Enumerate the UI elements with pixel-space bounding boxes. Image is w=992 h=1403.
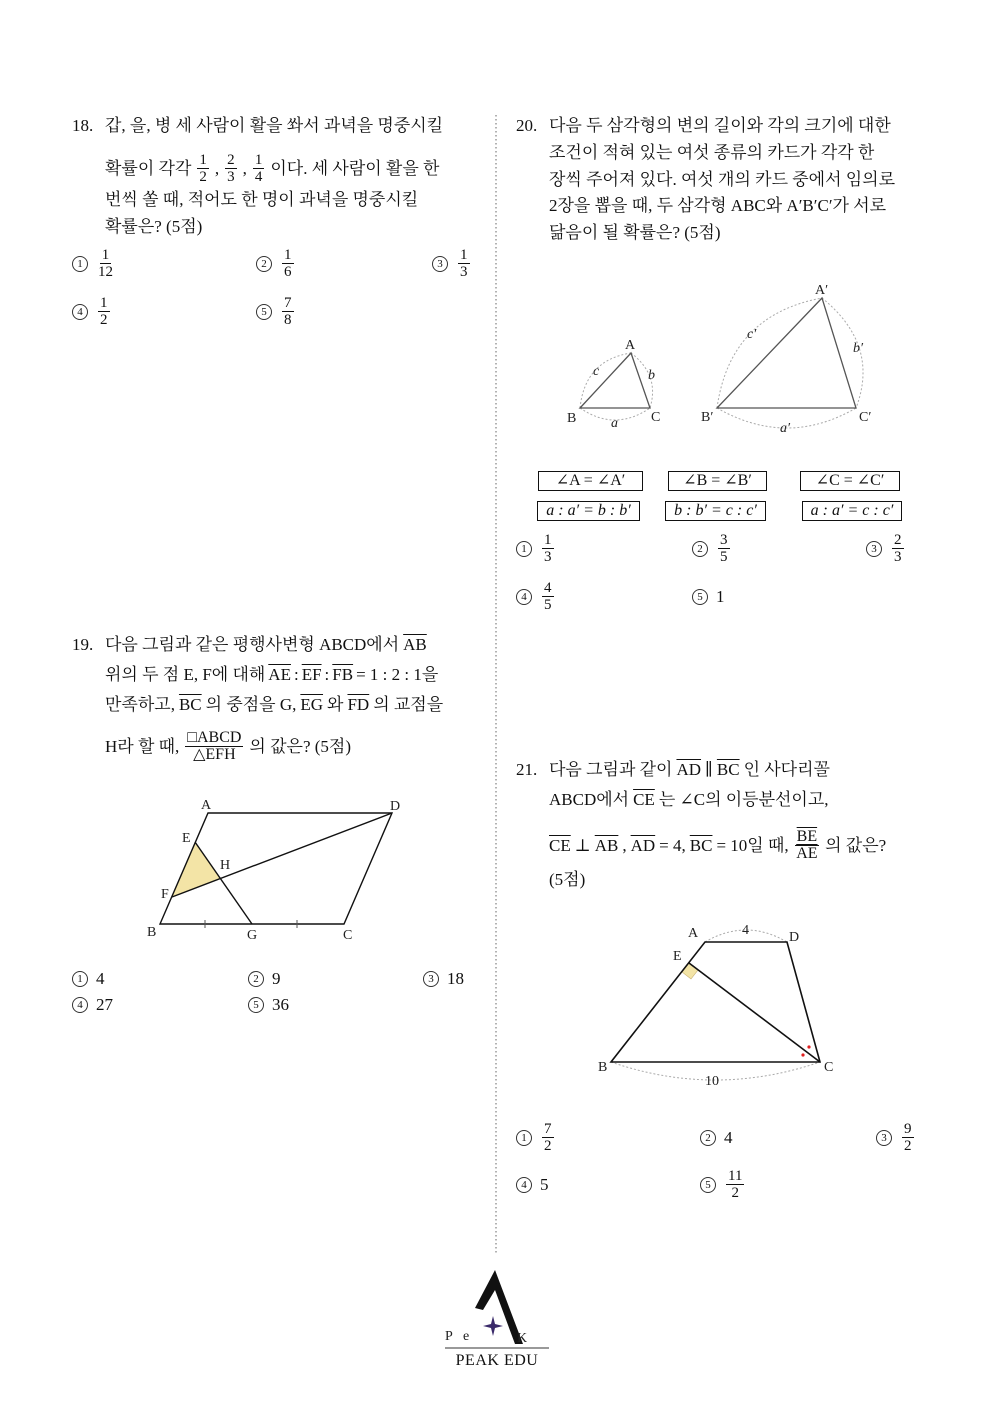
- card-ratio-ab: a : a′ = b : b′: [537, 501, 640, 521]
- label-bc-length: 10: [705, 1074, 719, 1089]
- label-side-a: a: [611, 416, 618, 431]
- q20-figure-large: [701, 283, 871, 436]
- question-text: 다음 그림과 같이 $\overline{AD}$ ∥ $\overline{BC}$ 인 사다리꼴: [549, 760, 830, 779]
- segment-ce: $\overline{CE}$: [633, 790, 655, 809]
- question-text: ABCD에서 $\overline{CE}$ 는 ∠C의 이등분선이고,: [549, 790, 829, 809]
- label-side-c-prime: c′: [747, 327, 757, 342]
- logo-text: PEAK EDU: [455, 1352, 539, 1369]
- choice-1[interactable]: 1 1 12: [72, 247, 115, 280]
- label-ad-length: 4: [742, 923, 749, 938]
- choice-5[interactable]: 5 7 8: [256, 295, 296, 328]
- area-ratio-fraction: □ABCD △EFH: [187, 729, 242, 763]
- card-angle-c: ∠C = ∠C′: [800, 471, 900, 491]
- question-text: 닮음이 될 확률은? (5점): [549, 223, 721, 242]
- peak-edu-logo: [443, 1268, 551, 1370]
- label-b-vertex: B: [567, 411, 577, 426]
- label-d: D: [789, 930, 800, 945]
- question-text: 갑, 을, 병 세 사람이 활을 쏴서 과녁을 명중시킬: [105, 116, 444, 135]
- svg-text:e: e: [463, 1329, 470, 1344]
- question-text: 확률이 각각 1 2 , 2 3 , 1 4 이다. 세 사람이 활을 한: [105, 152, 440, 185]
- trapezoid-abcd: [611, 942, 820, 1062]
- choice-5[interactable]: 5 11 2: [700, 1168, 746, 1201]
- question-number: 19.: [72, 635, 94, 654]
- fraction: 1 2: [199, 152, 207, 185]
- question-text: H라 할 때, □ABCD △EFH 의 값은? (5점): [105, 729, 351, 763]
- question-text: 조건이 적혀 있는 여섯 종류의 카드가 각각 한: [549, 143, 875, 162]
- card-angle-b: ∠B = ∠B′: [668, 471, 767, 491]
- choice-2[interactable]: 2 3 5: [692, 532, 732, 565]
- segment-ad: $\overline{AD}$: [676, 760, 702, 779]
- q20-figure-small: [567, 338, 660, 431]
- label-e: E: [673, 949, 682, 964]
- choice-4[interactable]: 4 4 5: [516, 580, 556, 613]
- ratio-fraction: $\overline{BE}$ $\overline{AE}$: [796, 828, 818, 862]
- label-a: A: [201, 798, 212, 813]
- fraction: 1 4: [254, 152, 263, 185]
- choice-3[interactable]: 3 1 3: [432, 247, 472, 280]
- fraction: 2 3: [227, 152, 235, 185]
- label-c: C: [343, 928, 353, 943]
- segment-fb: $\overline{FB}$: [332, 665, 354, 684]
- card-angle-a: ∠A = ∠A′: [538, 471, 643, 491]
- choice-2[interactable]: 2 4: [700, 1128, 733, 1148]
- choice-2[interactable]: 2 1 6: [256, 247, 296, 280]
- q19-figure: [147, 798, 400, 943]
- angle-mark: [801, 1053, 804, 1056]
- question-text: 확률은? (5점): [105, 217, 203, 236]
- label-b: B: [598, 1060, 608, 1075]
- choice-marker: 4: [72, 304, 88, 320]
- question-text: 위의 두 점 E, F에 대해 $\overline{AE}$ : $\overline{EF}$ : $\overline{FB}$ = 1 : 2 : 1을: [105, 665, 439, 684]
- question-text: $\overline{CE}$ ⊥ $\overline{AB}$ , $\overline{AD}$ = 4, $\overline{BC}$ = 10일 때, $\overline{BE}$ $\overline{AE}$ 의 값은?: [549, 828, 887, 862]
- label-a: A: [688, 926, 699, 941]
- label-side-b-prime: b′: [853, 341, 864, 356]
- question-number: 21.: [516, 760, 538, 779]
- label-b-prime: B′: [701, 410, 714, 425]
- segment-bc: $\overline{BC}$: [178, 695, 202, 714]
- segment-eg: $\overline{EG}$: [300, 695, 324, 714]
- choice-4[interactable]: 4 5: [516, 1175, 549, 1195]
- text: 이다. 세 사람이 활을 한: [270, 158, 440, 178]
- svg-text:P: P: [445, 1329, 453, 1344]
- choice-1[interactable]: 1 1 3: [516, 532, 556, 565]
- segment-ab: $\overline{AB}$: [403, 635, 427, 654]
- segment-ae: $\overline{AE}$: [268, 665, 291, 684]
- question-text: 만족하고, $\overline{BC}$ 의 중점을 G, $\overline{EG}$ 와 $\overline{FD}$ 의 교점을: [105, 695, 444, 714]
- choice-marker: 2: [256, 256, 272, 272]
- question-text: 번씩 쏠 때, 적어도 한 명이 과녁을 명중시킬: [105, 190, 419, 209]
- label-c-vertex: C: [651, 410, 661, 425]
- label-e: E: [182, 831, 191, 846]
- triangle-efh-highlight: [172, 842, 220, 897]
- angle-mark: [807, 1045, 810, 1048]
- choice-2[interactable]: 2 9: [248, 969, 281, 989]
- choice-3[interactable]: 3 2 3: [866, 532, 906, 565]
- choice-marker: 1: [72, 256, 88, 272]
- segment-fd: $\overline{FD}$: [347, 695, 370, 714]
- label-side-a-prime: a′: [780, 421, 791, 436]
- label-c-prime: C′: [859, 410, 872, 425]
- label-a-vertex: A: [625, 338, 636, 353]
- segment-fd: [172, 813, 392, 897]
- question-number: 20.: [516, 116, 538, 135]
- question-text: 다음 그림과 같은 평행사변형 ABCD에서 $\overline{AB}$: [105, 635, 427, 654]
- label-side-c: c: [593, 364, 600, 379]
- question-text: 장씩 주어져 있다. 여섯 개의 카드 중에서 임의로: [549, 170, 896, 189]
- svg-text:K: K: [517, 1331, 528, 1346]
- segment-ce: [689, 963, 820, 1062]
- label-b: B: [147, 925, 157, 940]
- label-side-b: b: [648, 368, 655, 383]
- label-g: G: [247, 928, 258, 943]
- choice-4[interactable]: 4 27: [72, 995, 113, 1015]
- choice-marker: 3: [432, 256, 448, 272]
- segment-bc: $\overline{BC}$: [716, 760, 740, 779]
- right-angle-marker: [682, 963, 698, 979]
- choice-5[interactable]: 5 36: [248, 995, 289, 1015]
- label-h: H: [220, 858, 231, 873]
- card-ratio-ac: a : a′ = c : c′: [802, 501, 902, 521]
- choice-4[interactable]: 4 1 2: [72, 295, 112, 328]
- question-text: 다음 두 삼각형의 변의 길이와 각의 크기에 대한: [549, 116, 891, 135]
- label-a-prime: A′: [815, 283, 829, 298]
- choice-1[interactable]: 1 4: [72, 969, 105, 989]
- segment-ef: $\overline{EF}$: [301, 665, 322, 684]
- question-text: 2장을 뽑을 때, 두 삼각형 ABC와 A′B′C′가 서로: [549, 196, 887, 215]
- choice-5[interactable]: 5 1: [692, 587, 725, 607]
- choice-marker: 5: [256, 304, 272, 320]
- choice-3[interactable]: 3 9 2: [876, 1121, 916, 1154]
- choice-3[interactable]: 3 18: [423, 969, 464, 989]
- label-d: D: [390, 799, 401, 814]
- question-number: 18.: [72, 116, 94, 135]
- text: 확률이 각각: [105, 158, 192, 178]
- label-c: C: [824, 1060, 834, 1075]
- label-f: F: [161, 887, 169, 902]
- choice-1[interactable]: 1 7 2: [516, 1121, 556, 1154]
- question-text: (5점): [549, 870, 586, 889]
- card-ratio-bc: b : b′ = c : c′: [665, 501, 766, 521]
- q21-figure: [598, 923, 833, 1089]
